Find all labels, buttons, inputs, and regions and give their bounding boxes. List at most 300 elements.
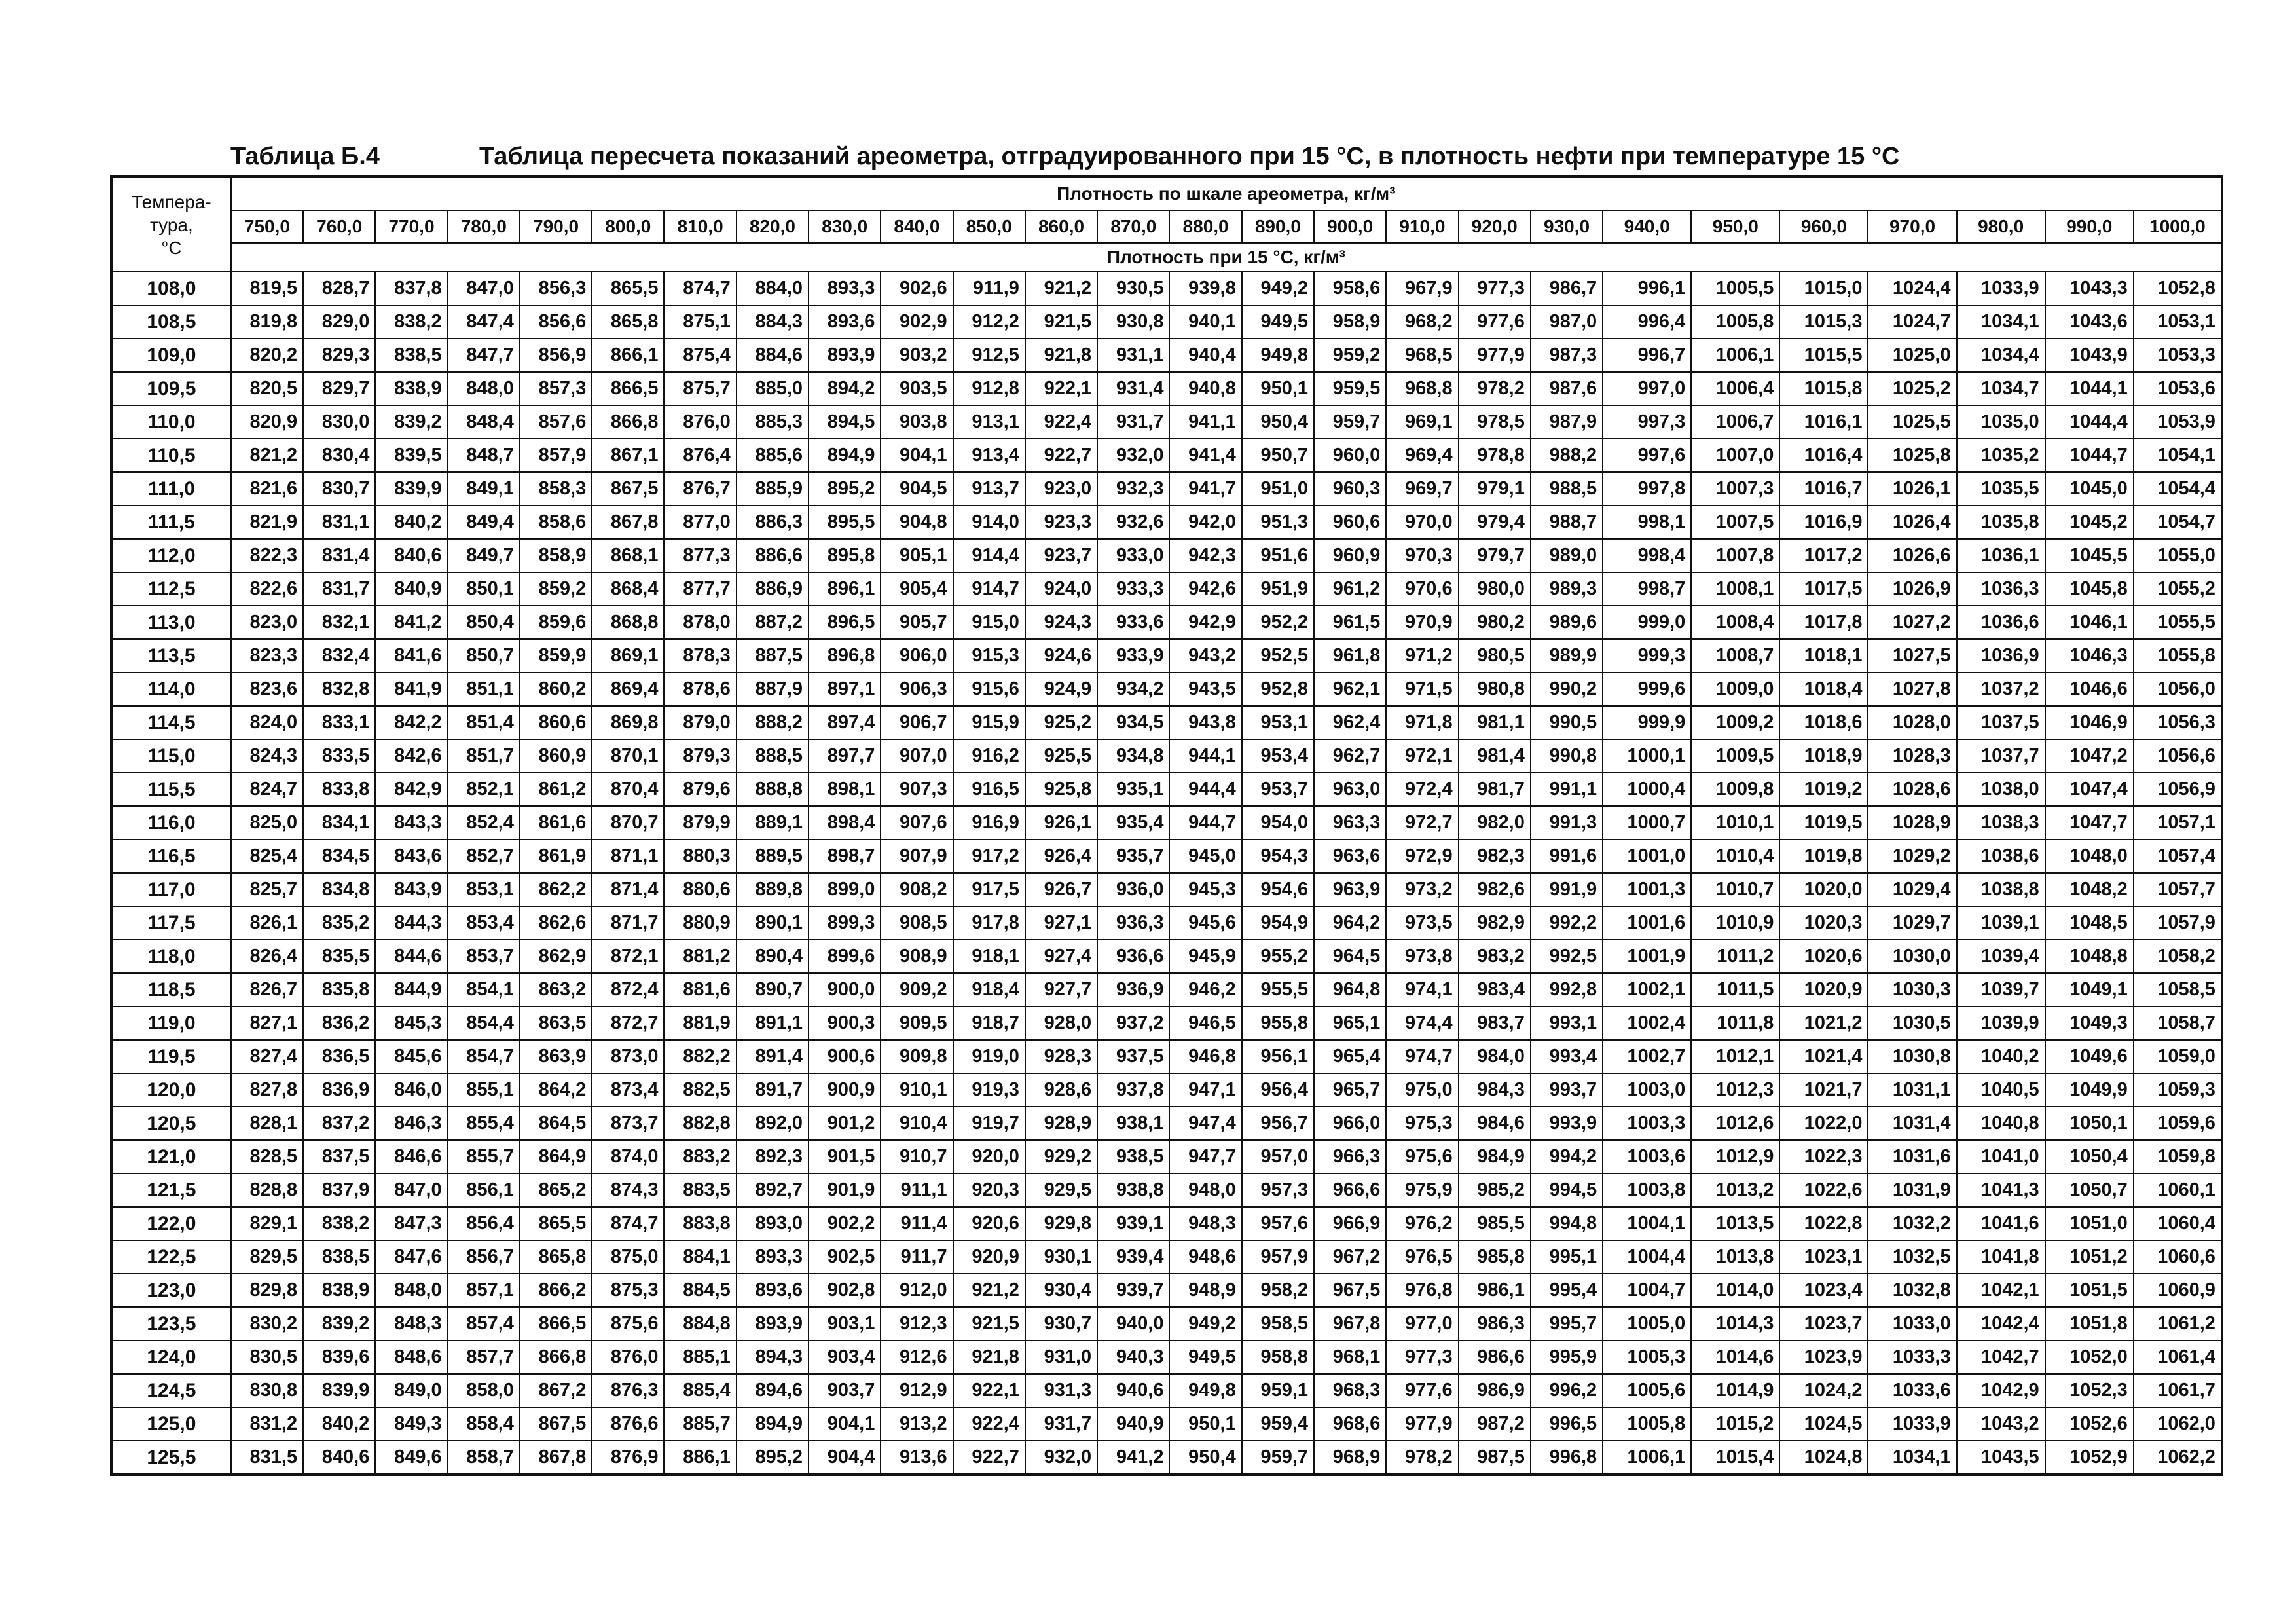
density-cell: 942,6 <box>1169 572 1241 606</box>
density-cell: 891,7 <box>737 1073 809 1107</box>
density-cell: 917,8 <box>953 906 1025 940</box>
density-cell: 914,4 <box>953 539 1025 572</box>
density-cell: 1051,8 <box>2045 1307 2134 1340</box>
density-cell: 978,2 <box>1459 372 1531 405</box>
density-cell: 923,7 <box>1025 539 1097 572</box>
density-cell: 991,6 <box>1531 840 1603 873</box>
density-cell: 968,5 <box>1386 339 1458 372</box>
density-cell: 958,2 <box>1242 1274 1314 1307</box>
density-cell: 991,3 <box>1531 806 1603 840</box>
table-caption <box>230 139 2064 175</box>
density-cell: 1004,7 <box>1603 1274 1691 1307</box>
density-cell: 919,7 <box>953 1107 1025 1140</box>
density-cell: 871,1 <box>592 840 664 873</box>
density-cell: 944,7 <box>1169 806 1241 840</box>
density-cell: 890,7 <box>737 973 809 1006</box>
table-title: Таблица пересчета показаний ареометра, отградуированного при 15 °С, в плотность нефти при температуре 15 °С <box>479 143 1900 170</box>
density-cell: 1003,8 <box>1603 1173 1691 1207</box>
density-cell: 853,4 <box>448 906 520 940</box>
column-header: 960,0 <box>1779 210 1868 243</box>
density-cell: 981,4 <box>1459 739 1531 773</box>
density-cell: 1036,6 <box>1957 606 2045 639</box>
density-cell: 933,3 <box>1097 572 1169 606</box>
density-cell: 821,6 <box>231 472 303 506</box>
table-row <box>111 1073 2222 1107</box>
density-cell: 1015,2 <box>1691 1407 1779 1441</box>
density-cell: 1053,1 <box>2134 305 2222 339</box>
density-cell: 922,1 <box>1025 372 1097 405</box>
density-cell: 907,3 <box>881 773 953 806</box>
density-cell: 919,3 <box>953 1073 1025 1107</box>
density-cell: 1042,9 <box>1957 1374 2045 1407</box>
density-cell: 1015,5 <box>1779 339 1868 372</box>
density-cell: 865,5 <box>592 272 664 305</box>
density-cell: 921,8 <box>953 1340 1025 1374</box>
density-cell: 986,7 <box>1531 272 1603 305</box>
density-cell: 1026,6 <box>1868 539 1956 572</box>
density-cell: 867,8 <box>592 506 664 539</box>
density-cell: 927,4 <box>1025 940 1097 973</box>
density-cell: 945,3 <box>1169 873 1241 906</box>
table-row <box>111 1307 2222 1340</box>
density-cell: 979,1 <box>1459 472 1531 506</box>
density-cell: 1048,0 <box>2045 840 2134 873</box>
density-cell: 879,0 <box>664 706 736 739</box>
density-cell: 848,4 <box>448 405 520 439</box>
density-cell: 939,7 <box>1097 1274 1169 1307</box>
density-cell: 954,9 <box>1242 906 1314 940</box>
density-cell: 861,2 <box>520 773 592 806</box>
density-cell: 1015,4 <box>1691 1441 1779 1475</box>
temperature-cell: 114,5 <box>111 706 231 739</box>
density-cell: 820,2 <box>231 339 303 372</box>
density-cell: 1003,3 <box>1603 1107 1691 1140</box>
density-cell: 825,4 <box>231 840 303 873</box>
temperature-cell: 116,5 <box>111 840 231 873</box>
density-cell: 876,7 <box>664 472 736 506</box>
density-cell: 886,6 <box>737 539 809 572</box>
density-cell: 893,9 <box>737 1307 809 1340</box>
density-cell: 995,9 <box>1531 1340 1603 1374</box>
density-cell: 849,7 <box>448 539 520 572</box>
density-cell: 862,2 <box>520 873 592 906</box>
density-cell: 882,8 <box>664 1107 736 1140</box>
density-cell: 877,0 <box>664 506 736 539</box>
density-cell: 831,4 <box>303 539 375 572</box>
temperature-header-line: °С <box>161 237 182 258</box>
density-cell: 885,9 <box>737 472 809 506</box>
density-cell: 1043,3 <box>2045 272 2134 305</box>
density-cell: 840,6 <box>303 1441 375 1475</box>
density-cell: 969,4 <box>1386 439 1458 472</box>
density-cell: 949,5 <box>1169 1340 1241 1374</box>
density-cell: 960,0 <box>1314 439 1386 472</box>
density-cell: 951,6 <box>1242 539 1314 572</box>
temperature-cell: 125,5 <box>111 1441 231 1475</box>
density-cell: 887,2 <box>737 606 809 639</box>
density-cell: 958,9 <box>1314 305 1386 339</box>
table-row <box>111 639 2222 673</box>
density-cell: 1008,7 <box>1691 639 1779 673</box>
temperature-cell: 108,0 <box>111 272 231 305</box>
density-cell: 1020,6 <box>1779 940 1868 973</box>
column-header: 750,0 <box>231 210 303 243</box>
density-cell: 963,6 <box>1314 840 1386 873</box>
temperature-cell: 111,5 <box>111 506 231 539</box>
density-cell: 893,3 <box>737 1240 809 1274</box>
density-cell: 1004,4 <box>1603 1240 1691 1274</box>
table-row <box>111 1140 2222 1173</box>
density-cell: 996,2 <box>1531 1374 1603 1407</box>
density-cell: 1000,4 <box>1603 773 1691 806</box>
density-cell: 1016,4 <box>1779 439 1868 472</box>
density-cell: 977,6 <box>1459 305 1531 339</box>
density-cell: 1053,3 <box>2134 339 2222 372</box>
density-cell: 854,4 <box>448 1006 520 1040</box>
density-cell: 860,9 <box>520 739 592 773</box>
density-cell: 990,8 <box>1531 739 1603 773</box>
density-cell: 956,7 <box>1242 1107 1314 1140</box>
density-cell: 1035,2 <box>1957 439 2045 472</box>
density-cell: 958,8 <box>1242 1340 1314 1374</box>
density-cell: 953,1 <box>1242 706 1314 739</box>
density-cell: 1015,8 <box>1779 372 1868 405</box>
density-cell: 1048,8 <box>2045 940 2134 973</box>
density-cell: 900,0 <box>809 973 881 1006</box>
column-header: 800,0 <box>592 210 664 243</box>
density-cell: 1031,1 <box>1868 1073 1956 1107</box>
density-cell: 862,9 <box>520 940 592 973</box>
density-cell: 989,3 <box>1531 572 1603 606</box>
density-cell: 999,9 <box>1603 706 1691 739</box>
density-cell: 959,5 <box>1314 372 1386 405</box>
density-cell: 984,0 <box>1459 1040 1531 1073</box>
density-cell: 936,3 <box>1097 906 1169 940</box>
density-cell: 876,0 <box>664 405 736 439</box>
density-cell: 925,8 <box>1025 773 1097 806</box>
column-header: 790,0 <box>520 210 592 243</box>
density-cell: 940,1 <box>1169 305 1241 339</box>
table-row <box>111 1207 2222 1240</box>
table-row <box>111 272 2222 305</box>
density-cell: 886,1 <box>664 1441 736 1475</box>
density-cell: 848,7 <box>448 439 520 472</box>
density-cell: 959,7 <box>1314 405 1386 439</box>
density-cell: 1037,5 <box>1957 706 2045 739</box>
density-cell: 879,3 <box>664 739 736 773</box>
density-cell: 1028,3 <box>1868 739 1956 773</box>
temperature-cell: 124,0 <box>111 1340 231 1374</box>
density-cell: 958,5 <box>1242 1307 1314 1340</box>
density-cell: 968,2 <box>1386 305 1458 339</box>
column-header: 760,0 <box>303 210 375 243</box>
density-cell: 1023,7 <box>1779 1307 1868 1340</box>
column-header: 950,0 <box>1691 210 1779 243</box>
column-header: 870,0 <box>1097 210 1169 243</box>
density-cell: 828,1 <box>231 1107 303 1140</box>
density-cell: 971,8 <box>1386 706 1458 739</box>
density-cell: 987,6 <box>1531 372 1603 405</box>
density-cell: 1040,2 <box>1957 1040 2045 1073</box>
density-cell: 857,9 <box>520 439 592 472</box>
density-cell: 980,2 <box>1459 606 1531 639</box>
column-header: 860,0 <box>1025 210 1097 243</box>
density-cell: 1033,0 <box>1868 1307 1956 1340</box>
density-cell: 840,6 <box>375 539 447 572</box>
density-cell: 1052,6 <box>2045 1407 2134 1441</box>
density-cell: 1025,2 <box>1868 372 1956 405</box>
density-cell: 995,7 <box>1531 1307 1603 1340</box>
density-cell: 962,4 <box>1314 706 1386 739</box>
table-row <box>111 773 2222 806</box>
density-cell: 939,1 <box>1097 1207 1169 1240</box>
density-cell: 825,7 <box>231 873 303 906</box>
table-row <box>111 372 2222 405</box>
density-cell: 819,5 <box>231 272 303 305</box>
density-cell: 1048,5 <box>2045 906 2134 940</box>
density-cell: 898,1 <box>809 773 881 806</box>
density-cell: 984,3 <box>1459 1073 1531 1107</box>
density-cell: 1044,1 <box>2045 372 2134 405</box>
density-cell: 1026,9 <box>1868 572 1956 606</box>
density-cell: 829,0 <box>303 305 375 339</box>
density-cell: 884,8 <box>664 1307 736 1340</box>
density-cell: 932,6 <box>1097 506 1169 539</box>
density-cell: 840,2 <box>375 506 447 539</box>
density-cell: 948,9 <box>1169 1274 1241 1307</box>
density-cell: 1005,6 <box>1603 1374 1691 1407</box>
density-cell: 987,5 <box>1459 1441 1531 1475</box>
density-cell: 1026,4 <box>1868 506 1956 539</box>
density-cell: 820,9 <box>231 405 303 439</box>
density-cell: 910,1 <box>881 1073 953 1107</box>
density-cell: 1026,1 <box>1868 472 1956 506</box>
density-cell: 1005,5 <box>1691 272 1779 305</box>
density-cell: 841,9 <box>375 673 447 706</box>
density-cell: 832,4 <box>303 639 375 673</box>
density-cell: 958,6 <box>1314 272 1386 305</box>
density-cell: 848,0 <box>375 1274 447 1307</box>
density-cell: 1017,8 <box>1779 606 1868 639</box>
density-cell: 867,2 <box>520 1374 592 1407</box>
density-cell: 1018,1 <box>1779 639 1868 673</box>
density-cell: 901,9 <box>809 1173 881 1207</box>
density-cell: 852,1 <box>448 773 520 806</box>
column-header: 930,0 <box>1531 210 1603 243</box>
density-cell: 968,8 <box>1386 372 1458 405</box>
density-cell: 999,3 <box>1603 639 1691 673</box>
density-cell: 937,5 <box>1097 1040 1169 1073</box>
density-cell: 1027,8 <box>1868 673 1956 706</box>
density-cell: 1034,1 <box>1868 1441 1956 1475</box>
density-cell: 1050,1 <box>2045 1107 2134 1140</box>
density-cell: 1002,1 <box>1603 973 1691 1006</box>
density-cell: 1040,8 <box>1957 1107 2045 1140</box>
density-cell: 903,4 <box>809 1340 881 1374</box>
density-cell: 839,2 <box>375 405 447 439</box>
density-cell: 1024,8 <box>1779 1441 1868 1475</box>
density-cell: 1014,3 <box>1691 1307 1779 1340</box>
density-cell: 977,9 <box>1386 1407 1458 1441</box>
density-cell: 872,4 <box>592 973 664 1006</box>
density-cell: 850,7 <box>448 639 520 673</box>
density-cell: 837,9 <box>303 1173 375 1207</box>
density-cell: 1062,2 <box>2134 1441 2222 1475</box>
density-cell: 1053,9 <box>2134 405 2222 439</box>
density-cell: 896,1 <box>809 572 881 606</box>
density-cell: 1053,6 <box>2134 372 2222 405</box>
density-cell: 840,2 <box>303 1407 375 1441</box>
density-cell: 1006,1 <box>1691 339 1779 372</box>
density-cell: 973,2 <box>1386 873 1458 906</box>
density-cell: 1011,5 <box>1691 973 1779 1006</box>
density-cell: 1005,3 <box>1603 1340 1691 1374</box>
density-cell: 910,4 <box>881 1107 953 1140</box>
density-cell: 1046,6 <box>2045 673 2134 706</box>
density-cell: 893,6 <box>737 1274 809 1307</box>
temperature-header-line: Темпера- <box>132 191 211 212</box>
density-cell: 964,5 <box>1314 940 1386 973</box>
density-cell: 949,2 <box>1169 1307 1241 1340</box>
density-cell: 948,3 <box>1169 1207 1241 1240</box>
density-cell: 876,9 <box>592 1441 664 1475</box>
density-cell: 832,8 <box>303 673 375 706</box>
density-cell: 837,2 <box>303 1107 375 1140</box>
temperature-cell: 120,0 <box>111 1073 231 1107</box>
density-cell: 891,1 <box>737 1006 809 1040</box>
density-cell: 916,2 <box>953 739 1025 773</box>
density-cell: 977,0 <box>1386 1307 1458 1340</box>
density-cell: 901,5 <box>809 1140 881 1173</box>
density-cell: 933,0 <box>1097 539 1169 572</box>
density-cell: 909,2 <box>881 973 953 1006</box>
density-cell: 951,0 <box>1242 472 1314 506</box>
density-cell: 849,4 <box>448 506 520 539</box>
density-cell: 1020,0 <box>1779 873 1868 906</box>
density-cell: 853,7 <box>448 940 520 973</box>
density-cell: 963,0 <box>1314 773 1386 806</box>
density-cell: 932,0 <box>1097 439 1169 472</box>
density-cell: 1059,6 <box>2134 1107 2222 1140</box>
density-cell: 931,7 <box>1025 1407 1097 1441</box>
density-cell: 1007,5 <box>1691 506 1779 539</box>
density-cell: 889,8 <box>737 873 809 906</box>
density-cell: 1024,2 <box>1779 1374 1868 1407</box>
column-header: 770,0 <box>375 210 447 243</box>
density-cell: 856,1 <box>448 1173 520 1207</box>
temperature-cell: 110,5 <box>111 439 231 472</box>
density-cell: 847,4 <box>448 305 520 339</box>
density-cell: 963,9 <box>1314 873 1386 906</box>
density-cell: 849,1 <box>448 472 520 506</box>
density-cell: 900,9 <box>809 1073 881 1107</box>
density-cell: 941,2 <box>1097 1441 1169 1475</box>
density-cell: 830,7 <box>303 472 375 506</box>
density-cell: 905,7 <box>881 606 953 639</box>
density-cell: 865,8 <box>592 305 664 339</box>
density-cell: 1060,1 <box>2134 1173 2222 1207</box>
density-cell: 830,2 <box>231 1307 303 1340</box>
column-header: 940,0 <box>1603 210 1691 243</box>
density-cell: 870,1 <box>592 739 664 773</box>
density-cell: 942,9 <box>1169 606 1241 639</box>
density-cell: 1055,2 <box>2134 572 2222 606</box>
density-cell: 856,3 <box>520 272 592 305</box>
density-cell: 875,4 <box>664 339 736 372</box>
density-cell: 928,0 <box>1025 1006 1097 1040</box>
density-cell: 922,4 <box>953 1407 1025 1441</box>
density-cell: 879,9 <box>664 806 736 840</box>
density-cell: 844,9 <box>375 973 447 1006</box>
density-cell: 903,5 <box>881 372 953 405</box>
density-cell: 973,8 <box>1386 940 1458 973</box>
density-cell: 886,3 <box>737 506 809 539</box>
density-cell: 954,3 <box>1242 840 1314 873</box>
density-cell: 913,2 <box>881 1407 953 1441</box>
density-cell: 1054,1 <box>2134 439 2222 472</box>
density-cell: 854,7 <box>448 1040 520 1073</box>
density-cell: 935,1 <box>1097 773 1169 806</box>
table-row <box>111 572 2222 606</box>
density-cell: 955,8 <box>1242 1006 1314 1040</box>
density-cell: 1061,2 <box>2134 1307 2222 1340</box>
table-row <box>111 1040 2222 1073</box>
density-cell: 851,4 <box>448 706 520 739</box>
density-cell: 996,4 <box>1603 305 1691 339</box>
density-cell: 955,5 <box>1242 973 1314 1006</box>
temperature-cell: 117,0 <box>111 873 231 906</box>
density-cell: 877,3 <box>664 539 736 572</box>
density-cell: 860,6 <box>520 706 592 739</box>
density-cell: 836,9 <box>303 1073 375 1107</box>
density-cell: 1059,8 <box>2134 1140 2222 1173</box>
density-cell: 900,3 <box>809 1006 881 1040</box>
density-cell: 1036,1 <box>1957 539 2045 572</box>
density-cell: 916,9 <box>953 806 1025 840</box>
density-cell: 1001,6 <box>1603 906 1691 940</box>
density-cell: 1057,7 <box>2134 873 2222 906</box>
density-cell: 840,9 <box>375 572 447 606</box>
table-row <box>111 1240 2222 1274</box>
density-cell: 1011,2 <box>1691 940 1779 973</box>
density-cell: 1032,8 <box>1868 1274 1956 1307</box>
density-cell: 1030,8 <box>1868 1040 1956 1073</box>
density-cell: 929,2 <box>1025 1140 1097 1173</box>
density-cell: 897,4 <box>809 706 881 739</box>
density-cell: 1037,7 <box>1957 739 2045 773</box>
density-cell: 828,7 <box>303 272 375 305</box>
density-cell: 974,1 <box>1386 973 1458 1006</box>
density-cell: 949,2 <box>1242 272 1314 305</box>
density-cell: 995,4 <box>1531 1274 1603 1307</box>
header-row-scale <box>111 177 2222 210</box>
density-cell: 1027,2 <box>1868 606 1956 639</box>
density-cell: 941,1 <box>1169 405 1241 439</box>
density-cell: 917,2 <box>953 840 1025 873</box>
density-cell: 915,0 <box>953 606 1025 639</box>
density-cell: 855,1 <box>448 1073 520 1107</box>
density-cell: 987,3 <box>1531 339 1603 372</box>
density-cell: 985,5 <box>1459 1207 1531 1240</box>
density-cell: 986,6 <box>1459 1340 1531 1374</box>
density-cell: 904,8 <box>881 506 953 539</box>
density-cell: 848,3 <box>375 1307 447 1340</box>
density-cell: 954,6 <box>1242 873 1314 906</box>
density-cell: 978,8 <box>1459 439 1531 472</box>
density-cell: 1039,1 <box>1957 906 2045 940</box>
column-header: 830,0 <box>809 210 881 243</box>
density-cell: 961,5 <box>1314 606 1386 639</box>
